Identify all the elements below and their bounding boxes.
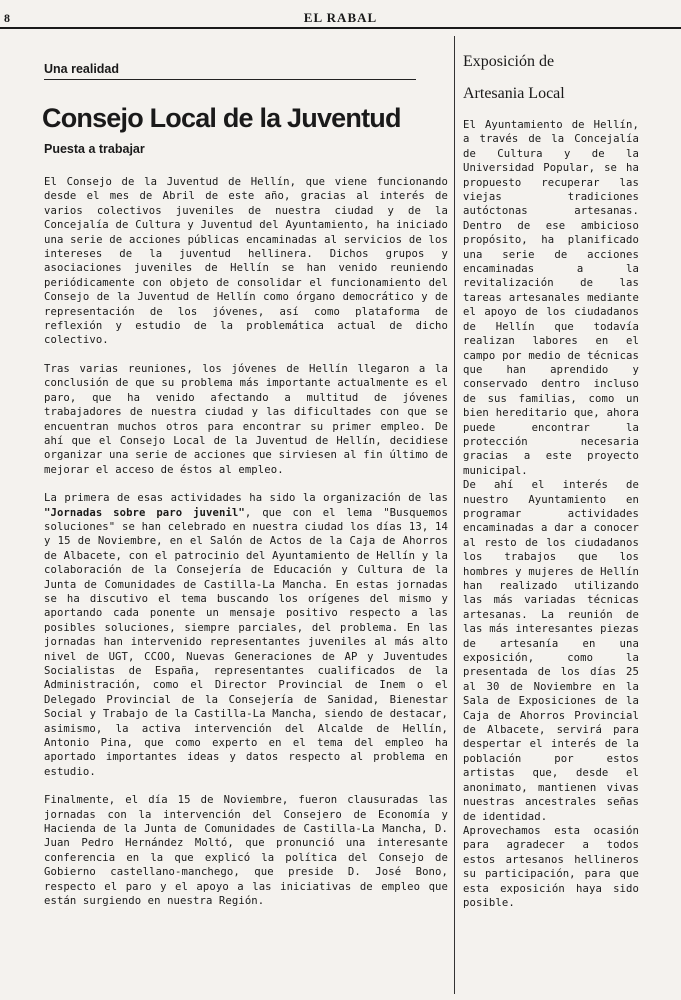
article-paragraph: Finalmente, el día 15 de Noviembre, fueron clausuradas las jornadas con la intervención del Consejero de Economía y Hacienda de la Junta de Comunidades de Castilla-La Mancha, D. Juan Pedro Hernández Moltó, que pronunció una interesante conferencia en la que explicó la política del Consejo de Gobierno castellano-manchego, que preside D. José Bono, respecto el paro y el apoyo a las iniciativas de empleo que están surgiendo en nuestra Región. xyxy=(44,794,448,908)
article-paragraph: Tras varias reuniones, los jóvenes de Hellín llegaron a la conclusión de que su problema más importante actualmente es el paro, que ha venido afectando a multitud de jóvenes trabajadores de nuestra ciudad y las dificultades con que se encuentran muchos otros para encontrar su primer empleo. De ahí que el Consejo Local de la Juventud de Hellín, decidiese organizar una serie de acciones que sirviesen al fin último de mejorar el acceso de éstos al empleo. xyxy=(44,362,448,476)
side-article xyxy=(463,46,639,910)
article-paragraph: El Consejo de la Juventud de Hellín, que viene funcionando desde el mes de Abril de este año, gracias al interés de varios colectivos juveniles de nuestra ciudad y de la Concejalía de Cultura y Juventud del Ayuntamiento, ha iniciado una serie de acciones públicas encaminadas al servicios de los intereses de la juventud hellinera. Dichos grupos y asociaciones juveniles de Hellín se han venido reuniendo periódicamente con objeto de consolidar el funcionamiento del Consejo de la Juventud de Hellín como órgano democrático y de representación de los jóvenes, así como plataforma de reflexión y estudio de la problemática actual de dicho colectivo. xyxy=(44,176,448,347)
paragraph-text: La primera de esas actividades ha sido la organización de las xyxy=(44,492,448,505)
event-name: "Jornadas sobre paro juvenil" xyxy=(44,506,245,519)
article-title: Consejo Local de la Juventud xyxy=(42,103,401,133)
main-article xyxy=(44,60,448,909)
side-title-line: Exposición de xyxy=(463,53,555,70)
paragraph-text: se han celebrado en nuestra ciudad los días 13, 14 y 15 de Noviembre, en el Salón de Actos de la Caja de Ahorros de Albacete, con el patrocinio del Ayuntamiento de Hellín y la colaboración de la Consejería de Educación y Cultura de la Junta de Comunidades de Castilla-La Mancha. En estas jornadas se ha discutivo el tema buscando los orígenes del mismo y aportando cada ponente un mensaje positivo respecto a las posibles soluciones, siempre parciales, del problema. En las jornadas han intervenido representantes juveniles al más alto nivel de UGT, CCOO, Nuevas Generaciones de AP y Juventudes Socialistas de España, representantes cualificados de la Administración, como el Director Provincial de Inem o el Delegado Provincial de la Consejería de Sanidad, Bienestar Social y Trabajo de la Castilla-La Mancha, siendo de destacar, asimismo, la activa intervención del Alcalde de Hellín, Antonio Pina, que como experto en el tema del empleo ha aportado importantes ideas y datos respecto al problema en estudio. xyxy=(44,520,448,778)
side-article-title xyxy=(463,46,639,110)
column-divider xyxy=(454,36,455,994)
side-paragraph: De ahí el interés de nuestro Ayuntamiento en programar actividades encaminadas a dar a conocer al resto de los ciudadanos los trabajos que los hombres y mujeres de Hellín han realizado utilizando las más variadas técnicas artesanas. La reunión de las más interesantes piezas de artesanía en una exposición, como la presentada de los días 25 al 30 de Noviembre en la Sala de Exposiciones de la Caja de Ahorros Provincial de Albacete, servirá para despertar el interés de la población por estos artistas que, desde el anonimato, mantienen vivas nuestras ancestrales señas de identidad. xyxy=(463,479,639,823)
page-number: 8 xyxy=(4,11,10,25)
article-kicker: Una realidad xyxy=(44,62,120,76)
side-paragraph: Aprovechamos esta ocasión para agradecer a todos estos artesanos hellineros su participación, para que esta exposición haya sido posible. xyxy=(463,824,639,909)
article-paragraph xyxy=(44,491,448,779)
header-rule xyxy=(0,27,681,29)
publication-name: EL RABAL xyxy=(303,10,378,25)
side-paragraph: El Ayuntamiento de Hellín, a través de la Concejalía de Cultura y de la Universidad Popular, se ha propuesto recuperar las viejas tradiciones autóctonas artesanas. Dentro de ese ambicioso propósito, ha planificado una serie de acciones encaminadas a la revitalización de las tareas artesanales mediante el apoyo de los ciudadanos de Hellín que todavía realizan labores en el campo por medio de técnicas que han aprendido y conservado dentro incluso de sus familias, como un bien hereditario que, ahora puede encontrar la protección necesaria gracias a este proyecto municipal. xyxy=(463,119,639,477)
kicker-rule xyxy=(44,79,416,80)
page-header xyxy=(0,0,681,30)
paragraph-text: , que con el lema xyxy=(244,506,384,519)
event-slogan: "Busquemos soluciones" xyxy=(44,506,448,533)
side-title-line: Artesania Local xyxy=(463,85,565,102)
article-subtitle: Puesta a trabajar xyxy=(44,142,145,156)
